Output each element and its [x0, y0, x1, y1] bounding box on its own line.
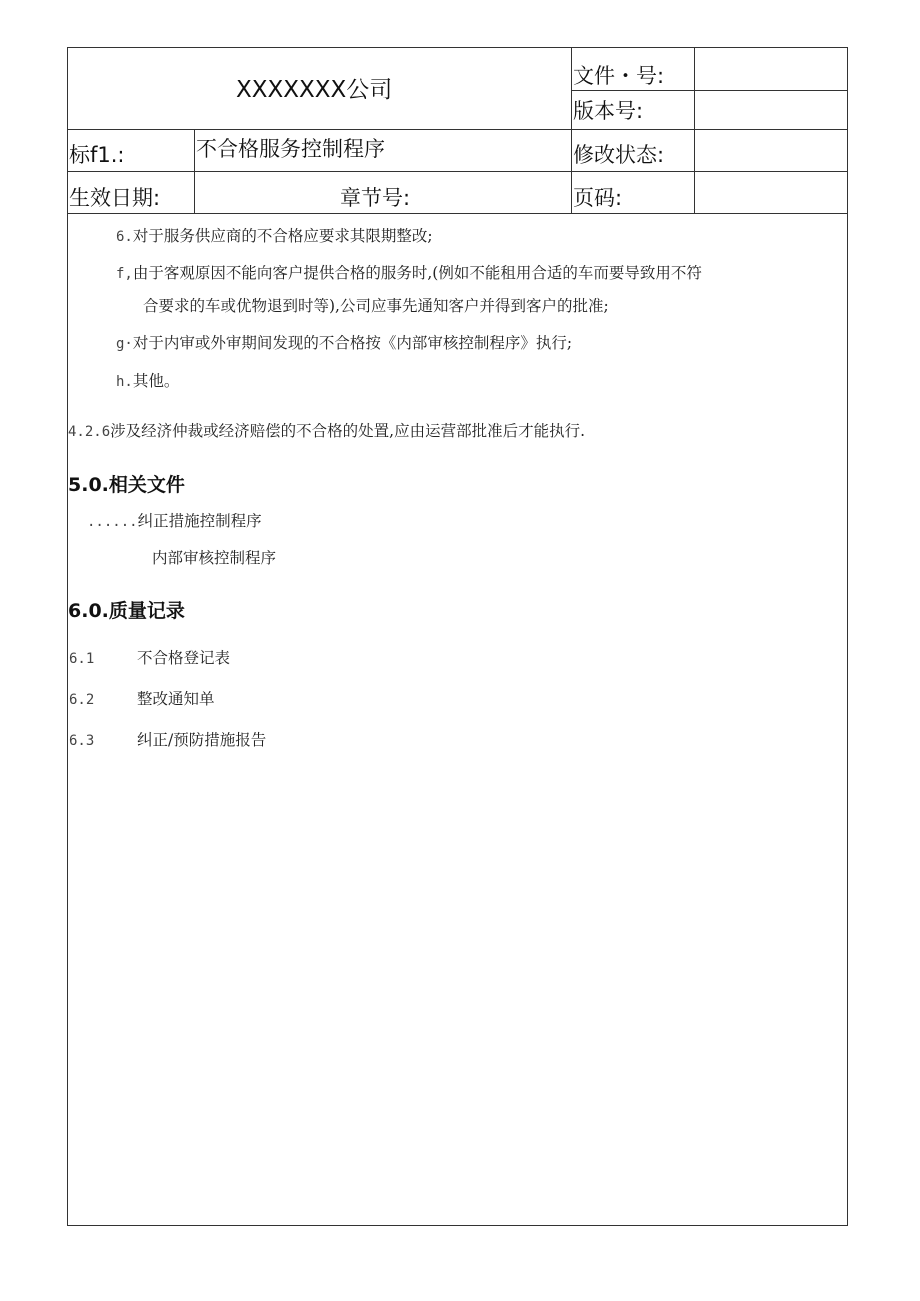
- record-number: 6.2: [69, 692, 95, 708]
- header-divider-4: [67, 213, 848, 214]
- record-name: 不合格登记表: [137, 649, 231, 667]
- related-doc-name: 纠正措施控制程序: [137, 512, 262, 530]
- list-marker: g·: [116, 336, 133, 352]
- related-doc-item: [152, 551, 276, 567]
- header-divider-2: [67, 129, 848, 130]
- record-number: 6.3: [69, 733, 95, 749]
- effective-date-label: 生效日期:: [69, 186, 161, 210]
- section-title-related-docs: 5.0.相关文件: [68, 474, 185, 496]
- document-frame: [67, 47, 848, 1226]
- title-value: 不合格服务控制程序: [196, 137, 385, 161]
- record-item: [69, 692, 215, 708]
- list-item-continuation: [143, 299, 609, 315]
- page-label: 页码:: [573, 186, 623, 210]
- clause-text: 涉及经济仲裁或经济赔偿的不合格的处置,应由运营部批准后才能执行.: [110, 422, 586, 440]
- record-item: [69, 733, 266, 749]
- list-text: 其他。: [132, 372, 180, 390]
- title-label: 标f1.:: [69, 143, 125, 167]
- company-name: XXXXXXX公司: [236, 77, 393, 103]
- header-divider-3: [67, 171, 848, 172]
- list-marker: f,: [116, 266, 133, 282]
- list-item: [116, 266, 702, 282]
- doc-number-label: 文件・号:: [573, 64, 665, 88]
- list-text: 由于客观原因不能向客户提供合格的服务时,(例如不能租用合适的车而要导致用不符: [132, 264, 702, 282]
- list-text: 对于服务供应商的不合格应要求其限期整改;: [132, 227, 433, 245]
- header-col-divider-c: [194, 129, 195, 213]
- list-item: [116, 336, 572, 352]
- related-doc-prefix: ......: [87, 514, 138, 530]
- related-doc-name: 内部审核控制程序: [152, 549, 277, 567]
- record-item: [69, 651, 230, 667]
- list-text: 对于内审或外审期间发现的不合格按《内部审核控制程序》执行;: [132, 334, 573, 352]
- version-label: 版本号:: [573, 99, 644, 123]
- list-marker: h.: [116, 374, 133, 390]
- header-col-divider-a: [571, 47, 572, 213]
- list-text: 合要求的车或优物退到时等),公司应事先通知客户并得到客户的批准;: [143, 297, 609, 315]
- revision-label: 修改状态:: [573, 143, 665, 167]
- list-item: [116, 374, 179, 390]
- record-name: 纠正/预防措施报告: [137, 731, 267, 749]
- header-divider-1: [571, 90, 848, 91]
- related-doc-item: [87, 514, 262, 530]
- record-name: 整改通知单: [137, 690, 215, 708]
- list-marker: 6.: [116, 229, 133, 245]
- header-col-divider-b: [694, 47, 695, 213]
- clause-number: 4.2.6: [68, 424, 111, 440]
- clause-4-2-6: [68, 424, 585, 440]
- chapter-label: 章节号:: [340, 186, 411, 210]
- list-item: [116, 229, 433, 245]
- record-number: 6.1: [69, 651, 95, 667]
- section-title-quality-records: 6.0.质量记录: [68, 600, 185, 622]
